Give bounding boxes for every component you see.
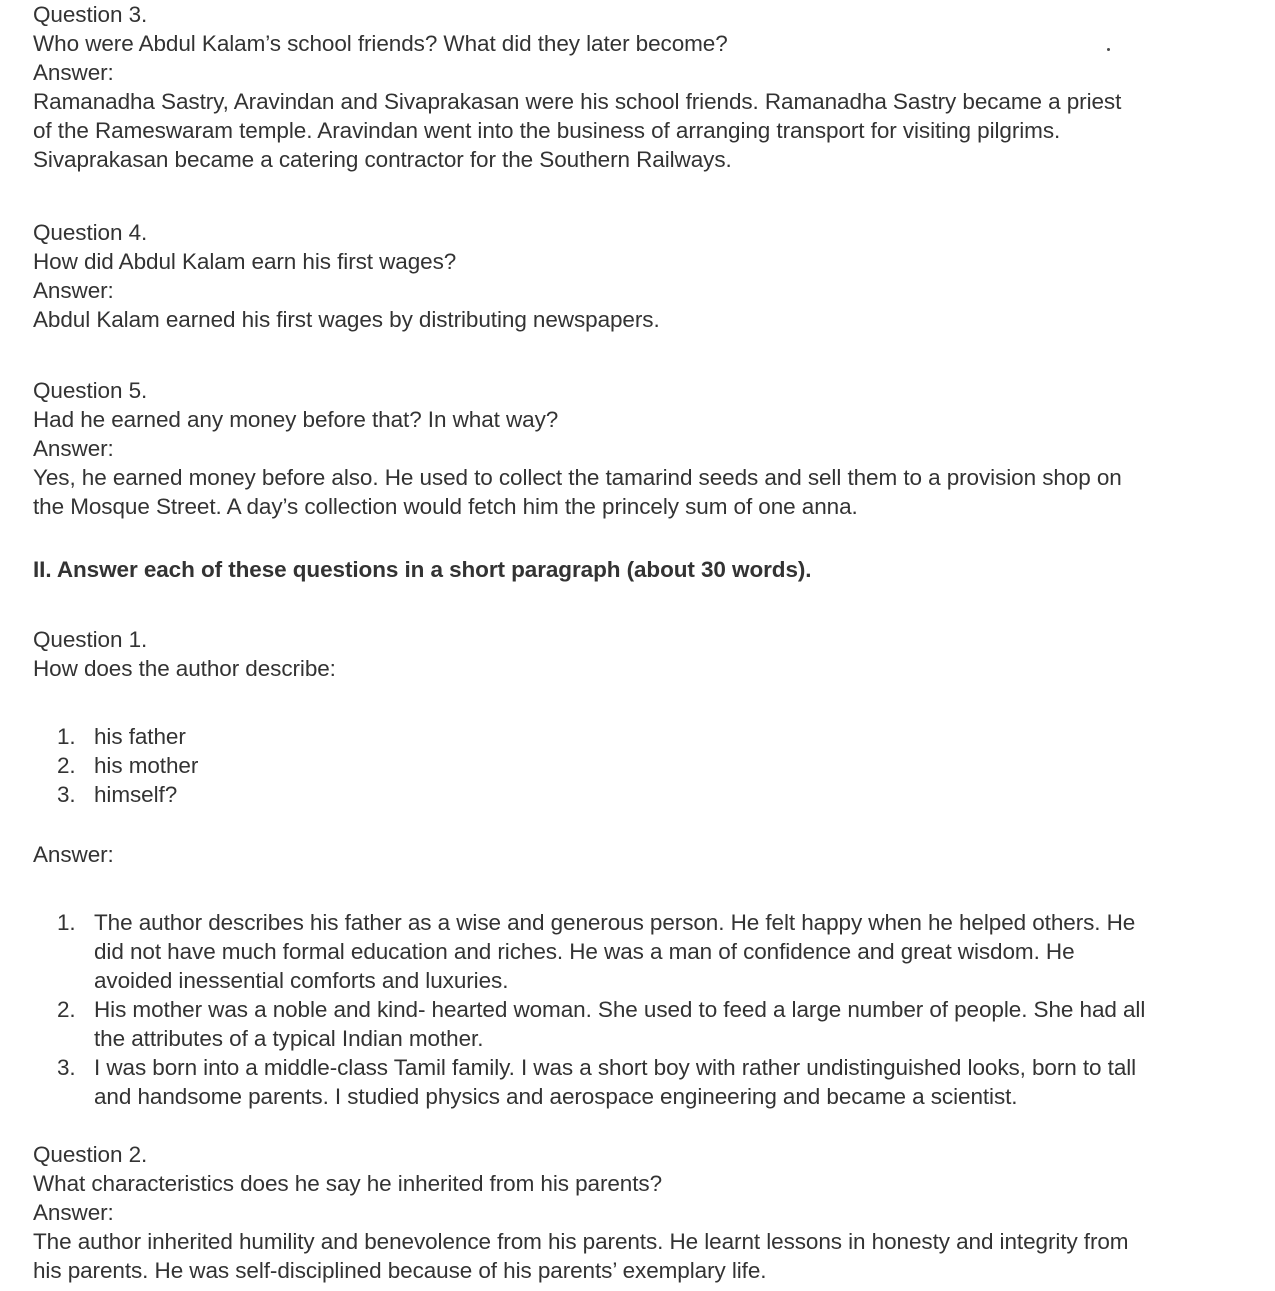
list-item-text bbox=[94, 908, 1275, 995]
list-item-text: his father bbox=[94, 724, 186, 749]
answer-line: The author inherited humility and benevolence from his parents. He learnt lessons in honesty and integrity from bbox=[33, 1229, 1129, 1254]
question-2-block bbox=[33, 1140, 1275, 1285]
answer-label: Answer: bbox=[33, 1200, 114, 1225]
answer-line: Abdul Kalam earned his first wages by distributing newspapers. bbox=[33, 307, 660, 332]
list-item bbox=[33, 780, 1275, 809]
list-item bbox=[33, 1053, 1275, 1111]
list-item-text: his mother bbox=[94, 753, 199, 778]
answer-label: Answer: bbox=[33, 60, 114, 85]
question-4-block bbox=[33, 218, 1275, 334]
question-1-answer-label-block bbox=[33, 840, 1275, 869]
answer-line: His mother was a noble and kind- hearted woman. She used to feed a large number of people. She had all bbox=[94, 997, 1146, 1022]
section-heading: II. Answer each of these questions in a short paragraph (about 30 words). bbox=[33, 557, 812, 582]
question-text: Had he earned any money before that? In what way? bbox=[33, 407, 559, 432]
list-item bbox=[33, 751, 1275, 780]
list-item-number: 2. bbox=[57, 753, 76, 778]
question-1-answers-list bbox=[33, 908, 1275, 1111]
question-5-block bbox=[33, 376, 1275, 521]
question-text: How does the author describe: bbox=[33, 656, 336, 681]
question-text: Who were Abdul Kalam’s school friends? What did they later become? bbox=[33, 31, 728, 56]
answer-line: his parents. He was self-disciplined because of his parents’ exemplary life. bbox=[33, 1258, 767, 1283]
list-item-text bbox=[94, 1053, 1275, 1111]
answer-line: Yes, he earned money before also. He used to collect the tamarind seeds and sell them to a provision shop on bbox=[33, 465, 1122, 490]
answer-label: Answer: bbox=[33, 436, 114, 461]
question-3-block bbox=[33, 0, 1275, 174]
question-label: Question 5. bbox=[33, 378, 148, 403]
answer-line: I was born into a middle-class Tamil family. I was a short boy with rather undistinguished looks, born to tall bbox=[94, 1055, 1137, 1080]
answer-line: the Mosque Street. A day’s collection would fetch him the princely sum of one anna. bbox=[33, 494, 858, 519]
list-item-text: himself? bbox=[94, 782, 178, 807]
question-label: Question 2. bbox=[33, 1142, 148, 1167]
answer-line: The author describes his father as a wise and generous person. He felt happy when he helped others. He bbox=[94, 910, 1136, 935]
list-item-number: 2. bbox=[57, 997, 76, 1022]
list-item-text bbox=[94, 995, 1275, 1053]
section-ii-heading-block bbox=[33, 555, 1275, 584]
question-label: Question 4. bbox=[33, 220, 148, 245]
question-text: What characteristics does he say he inherited from his parents? bbox=[33, 1171, 663, 1196]
list-item bbox=[33, 995, 1275, 1053]
list-item-number: 1. bbox=[57, 910, 76, 935]
question-text: How did Abdul Kalam earn his first wages? bbox=[33, 249, 457, 274]
answer-line: and handsome parents. I studied physics and aerospace engineering and became a scientist. bbox=[94, 1084, 1018, 1109]
question-1-block bbox=[33, 625, 1275, 683]
answer-line: Ramanadha Sastry, Aravindan and Sivaprakasan were his school friends. Ramanadha Sastry became a priest bbox=[33, 89, 1122, 114]
answer-line: did not have much formal education and riches. He was a man of confidence and great wisdom. He bbox=[94, 939, 1075, 964]
list-item-number: 1. bbox=[57, 724, 76, 749]
answer-line: the attributes of a typical Indian mother. bbox=[94, 1026, 484, 1051]
list-item-number: 3. bbox=[57, 1055, 76, 1080]
question-label: Question 3. bbox=[33, 2, 148, 27]
list-item-number: 3. bbox=[57, 782, 76, 807]
answer-label: Answer: bbox=[33, 842, 114, 867]
answer-label: Answer: bbox=[33, 278, 114, 303]
answer-line: of the Rameswaram temple. Aravindan went into the business of arranging transport for visiting pilgrims. bbox=[33, 118, 1061, 143]
answer-line: Sivaprakasan became a catering contractor for the Southern Railways. bbox=[33, 147, 732, 172]
answer-line: avoided inessential comforts and luxuries. bbox=[94, 968, 509, 993]
question-label: Question 1. bbox=[33, 627, 148, 652]
question-1-options-list bbox=[33, 722, 1275, 809]
list-item bbox=[33, 722, 1275, 751]
list-item bbox=[33, 908, 1275, 995]
